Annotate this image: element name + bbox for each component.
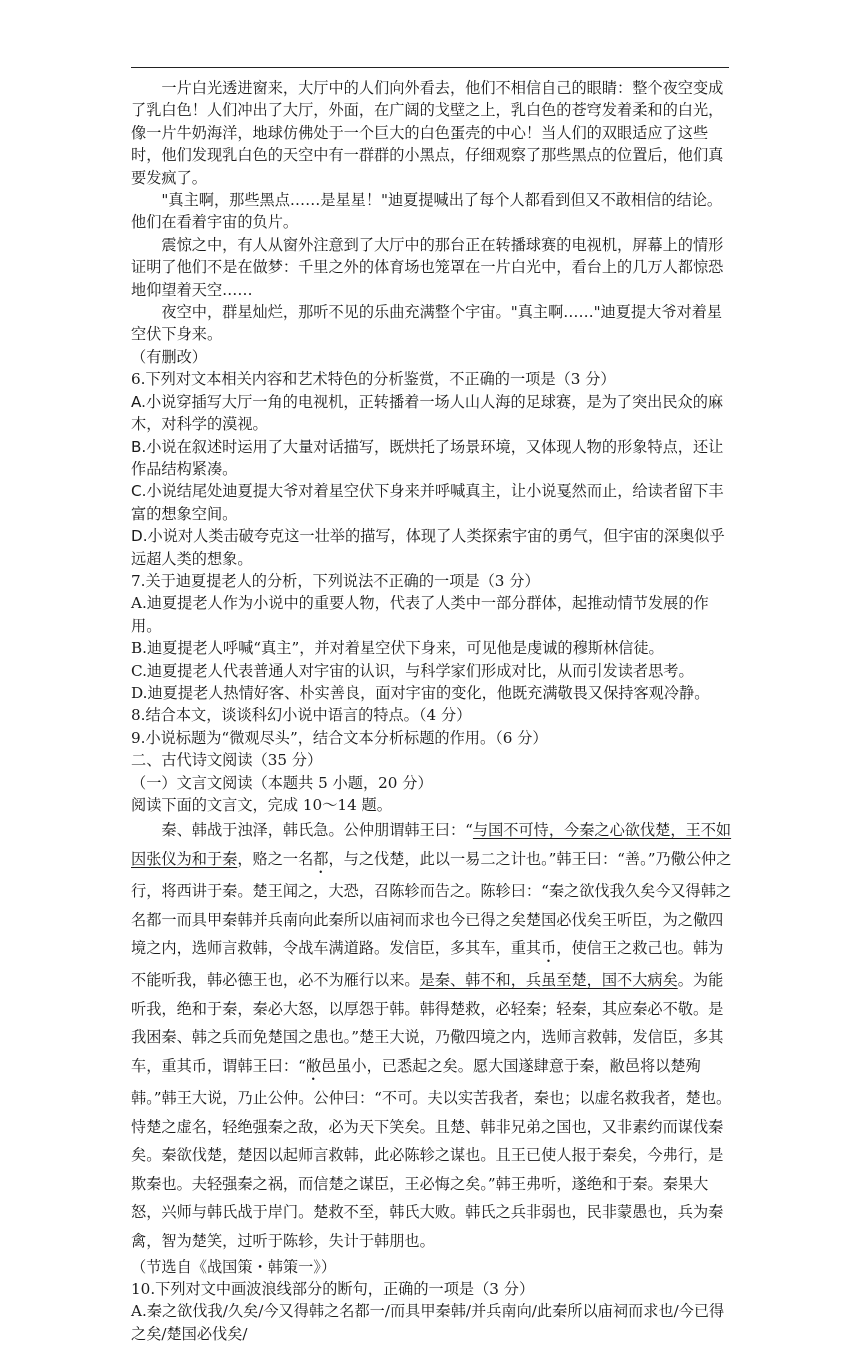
passage-text: 。为能听我，绝和于秦，秦必大怒，以厚怨于韩。韩得楚救，必轻秦；轻秦，其应秦必不敬。是我困秦、韩之兵而免楚国之患也。”楚王大说，乃儆四境之内，选师言救韩，发信臣，多其车，重其币，谓韩王曰：“ xyxy=(131,971,724,1075)
question-10-option-a: A.秦之欲伐我/久矣/今又得韩之名都一/而具甲秦韩/并兵南向/此秦所以庙祠而求也/今已得之矣/楚国必伐矣/ xyxy=(131,1302,725,1343)
passage-text: 秦、韩战于浊泽，韩氏急。公仲朋谓韩王曰：“ xyxy=(161,821,473,840)
question-7-option-c: C.迪夏提老人代表普通人对宇宙的认识，与科学家们形成对比，从而引发读者思考。 xyxy=(131,661,694,680)
header-rule xyxy=(131,67,729,68)
question-9: 9.小说标题为“微观尽头”，结合文本分析标题的作用。（6 分） xyxy=(131,728,548,747)
question-6-stem: 6.下列对文本相关内容和艺术特色的分析鉴赏，不正确的一项是（3 分） xyxy=(131,370,616,389)
question-6-option-d: D.小说对人类击破夸克这一壮举的描写，体现了人类探索宇宙的勇气，但宇宙的深奥似乎远超人类的想象。 xyxy=(131,527,725,568)
passage-text: 邑虽小，已悉起之矣。愿大国遂肆意于秦，敝邑将以楚殉韩。”韩王大说，乃止公仲。公仲曰：“不可。夫以实苦我者，秦也；以虚名救我者，楚也。恃楚之虚名，轻绝强秦之敌，必为天下笑矣。且楚、韩非兄弟之国也，又非素约而谋伐秦矣。秦欲伐楚，楚因以起师言救韩，此必陈轸之谋也。且王已使人报于秦矣，今弗行，是欺秦也。夫轻强秦之祸，而信楚之谋臣，王必悔之矣。”韩王弗听，遂绝和于秦。秦果大怒，兴师与韩氏战于岸门。楚救不至，韩氏大败。韩氏之兵非弱也，民非蒙愚也，兵为秦禽，智为楚笑，过听于陈轸，失计于韩朋也。 xyxy=(131,1056,732,1250)
question-6-option-c: C.小说结尾处迪夏提大爷对着星空伏下身来并呼喊真主，让小说戛然而止，给读者留下丰富的想象空间。 xyxy=(131,482,724,523)
question-7-option-a: A.迪夏提老人作为小说中的重要人物，代表了人类中一部分群体，起推动情节发展的作用。 xyxy=(131,594,709,635)
exam-page xyxy=(131,77,733,1345)
reading-instruction: 阅读下面的文言文，完成 10～14 题。 xyxy=(131,796,392,814)
question-7-option-d: D.迪夏提老人热情好客、朴实善良，面对宇宙的变化，他既充满敬畏又保持客观冷静。 xyxy=(131,683,710,702)
dotted-character: 币 xyxy=(541,939,557,958)
question-6-option-a: A.小说穿插写大厅一角的电视机，正转播着一场人山人海的足球赛，是为了突出民众的麻木，对科学的漠视。 xyxy=(131,392,724,434)
underlined-sentence: 与国不可恃，今秦之心欲伐楚，王不如因张仪为和于秦 xyxy=(131,821,732,868)
story-paragraph: "真主啊，那些黑点……是星星！"迪夏提喊出了每个人都看到但又不敢相信的结论。他们在看着宇宙的负片。 xyxy=(131,191,723,232)
question-7-option-b: B.迪夏提老人呼喊“真主”，并对着星空伏下身来，可见他是虔诚的穆斯林信徒。 xyxy=(131,639,664,658)
underlined-sentence: 是秦、韩不和，兵虽至楚，国不大病矣 xyxy=(419,971,678,990)
passage-source: （节选自《战国策・韩策一》） xyxy=(131,1257,337,1276)
classical-passage xyxy=(131,816,733,1255)
question-7-stem: 7.关于迪夏提老人的分析，下列说法不正确的一项是（3 分） xyxy=(131,571,540,590)
passage-text: ，使信王之救己也。韩为不能听我，韩必德王也，必不为雁行以来。 xyxy=(131,939,724,990)
question-6-option-b: B.小说在叙述时运用了大量对话描写，既烘托了场景环境，又体现人物的形象特点，还让作品结构紧凑。 xyxy=(131,437,724,478)
dotted-character: 敝 xyxy=(305,1056,322,1075)
dotted-character: 都 xyxy=(313,850,329,868)
subsection-heading: （一）文言文阅读（本题共 5 小题，20 分） xyxy=(131,773,433,792)
section-heading: 二、古代诗文阅读（35 分） xyxy=(131,751,323,770)
edit-note: （有删改） xyxy=(131,347,207,366)
story-paragraph: 震惊之中，有人从窗外注意到了大厅中的那台正在转播球赛的电视机，屏幕上的情形证明了他们不是在做梦：千里之外的体育场也笼罩在一片白光中，看台上的几万人都惊恐地仰望着天空…… xyxy=(131,235,724,299)
question-8: 8.结合本文，谈谈科幻小说中语言的特点。（4 分） xyxy=(131,706,472,725)
question-10-stem: 10.下列对文中画波浪线部分的断句，正确的一项是（3 分） xyxy=(131,1279,535,1298)
passage-text: ，与之伐楚，此以一易二之计也。”韩王曰：“善。”乃儆公仲之行，将西讲于秦。楚王闻之，大恐，召陈轸而告之。陈轸曰：“秦之欲伐我久矣今又得韩之名都一而具甲秦韩并兵南向此秦所以庙祠而求也今已得之矣楚国必伐矣王听臣，为之儆四境之内，选师言救韩，令战车满道路。发信臣，多其车，重其 xyxy=(131,850,732,958)
story-paragraph: 夜空中，群星灿烂，那听不见的乐曲充满整个宇宙。"真主啊……"迪夏提大爷对着星空伏下身来。 xyxy=(131,303,723,344)
passage-text: ，赂之一名 xyxy=(237,850,314,868)
story-paragraph: 一片白光透进窗来，大厅中的人们向外看去，他们不相信自己的眼睛：整个夜空变成了乳白色！人们冲出了大厅，外面，在广阔的戈壁之上，乳白色的苍穹发着柔和的白光，像一片牛奶海洋，地球仿佛处于一个巨大的白色蛋壳的中心！当人们的双眼适应了这些时，他们发现乳白色的天空中有一群群的小黑点，仔细观察了那些黑点的位置后，他们真要发疯了。 xyxy=(131,79,724,187)
